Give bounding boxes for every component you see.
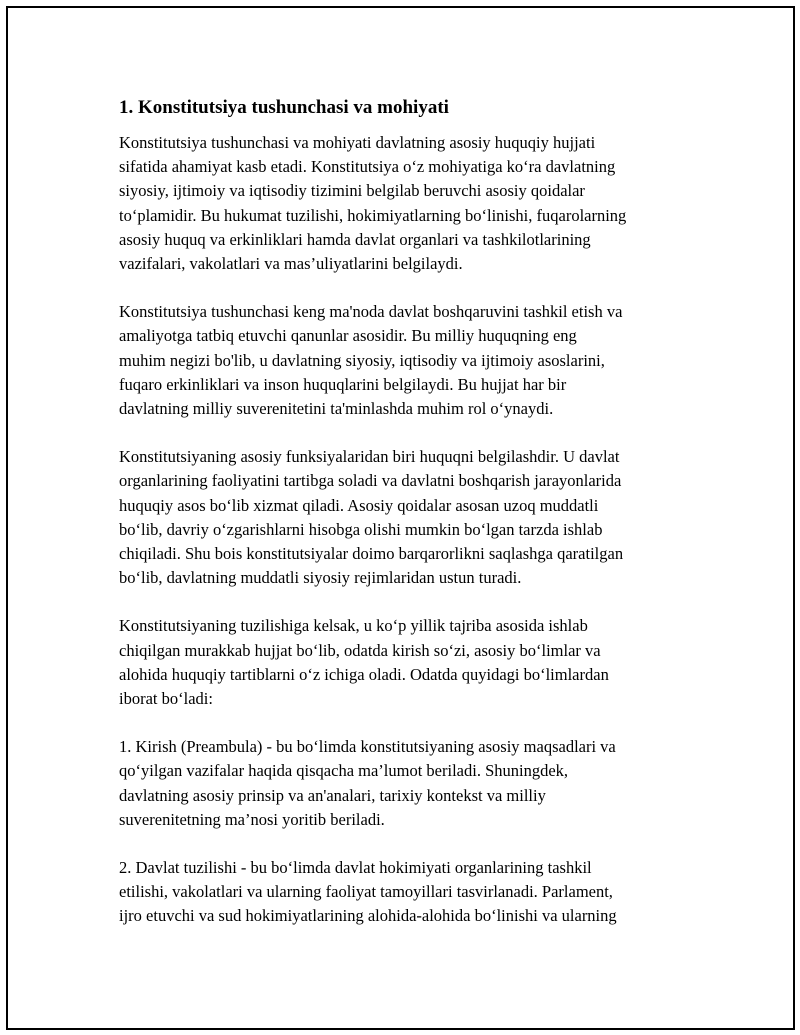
paragraph-3: Konstitutsiyaning asosiy funksiyalaridan biri huquqni belgilashdir. U davlat organlarining faoliyatini tartibga soladi va davlatni boshqarish jarayonlarida huquqiy asos bo‘lib xizmat qiladi. Asosiy qoidalar asosan uzoq muddatli bo‘lib, davriy o‘zgarishlarni hisobga olishi mumkin bo‘lgan tarzda ishlab chiqiladi. Shu bois konstitutsiyalar doimo barqarorlikni saqlashga qaratilgan bo‘lib, davlatning muddatli siyosiy rejimlaridan ustun turadi.: [119, 447, 624, 588]
paragraph-1: Konstitutsiya tushunchasi va mohiyati davlatning asosiy huquqiy hujjati sifatida ahamiyat kasb etadi. Konstitutsiya o‘z mohiyatiga ko‘ra davlatning siyosiy, ijtimoiy va iqtisodiy tizimini belgilab beruvchi asosiy qoidalar to‘plamidir. Bu hukumat tuzilishi, hokimiyatlarning bo‘linishi, fuqarolarning asosiy huquq va erkinliklari hamda davlat organlari va tashkilotlarining vazifalari, vakolatlari va mas’uliyatlarini belgilaydi.: [119, 133, 627, 274]
paragraph-5-list-item-1: 1. Kirish (Preambula) - bu bo‘limda konstitutsiyaning asosiy maqsadlari va qo‘yilgan vazifalar haqida qisqacha ma’lumot beriladi. Shuningdek, davlatning asosiy prinsip va an'analari, tarixiy kontekst va milliy suverenitetning ma’nosi yoritib beriladi.: [119, 737, 616, 829]
paragraph-4: Konstitutsiyaning tuzilishiga kelsak, u ko‘p yillik tajriba asosida ishlab chiqilgan murakkab hujjat bo‘lib, odatda kirish so‘zi, asosiy bo‘limlar va alohida huquqiy tartiblarni o‘z ichiga oladi. Odatda quyidagi bo‘limlardan iborat bo‘ladi:: [119, 616, 609, 709]
document-content: [119, 96, 699, 953]
paragraph-2: Konstitutsiya tushunchasi keng ma'noda davlat boshqaruvini tashkil etish va amaliyotga tatbiq etuvchi qanunlar asosidir. Bu milliy huquqning eng muhim negizi bo'lib, u davlatning siyosiy, iqtisodiy va ijtimoiy asoslarini, fuqaro erkinliklari va inson huquqlarini belgilaydi. Bu hujjat har bir davlatning milliy suverenitetini ta'minlashda muhim rol o‘ynaydi.: [119, 302, 623, 419]
document-page: [6, 6, 795, 1030]
section-heading: 1. Konstitutsiya tushunchasi va mohiyati: [119, 97, 449, 118]
paragraph-6-list-item-2: 2. Davlat tuzilishi - bu bo‘limda davlat hokimiyati organlarining tashkil etilishi, vakolatlari va ularning faoliyat tamoyillari tasvirlanadi. Parlament, ijro etuvchi va sud hokimiyatlarining alohida-alohida bo‘linishi va ularning: [119, 858, 617, 926]
